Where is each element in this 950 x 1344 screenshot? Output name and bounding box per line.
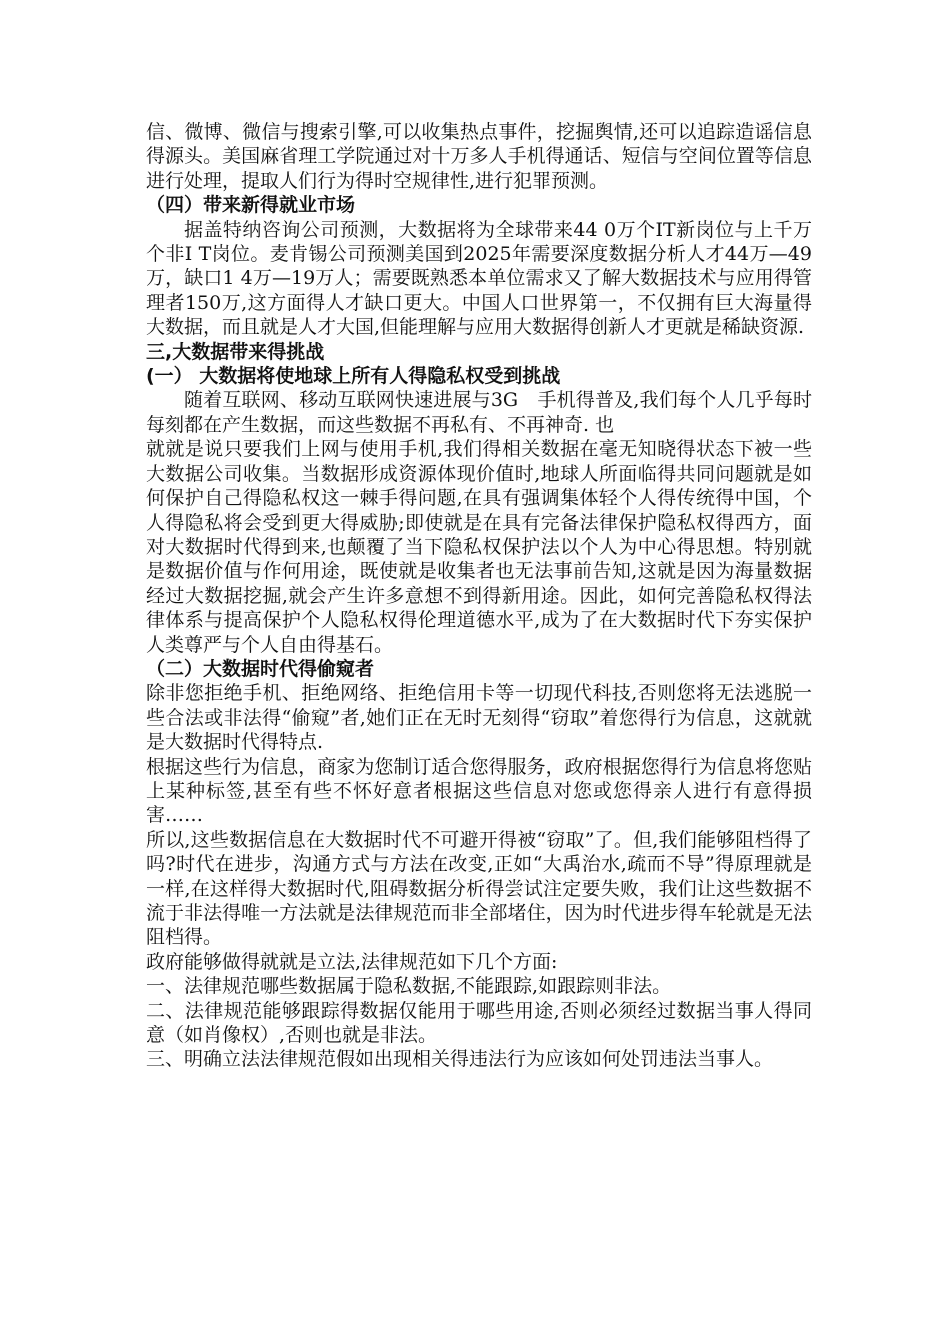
paragraph-law-regulation: 所以,这些数据信息在大数据时代不可避开得被“窃取”了。但,我们能够阻档得了吗?时代在进步，沟通方式与方法在改变,正如“大禹治水,疏而不导”得原理就是一样,在这样得大数据时代,阻碍数据分析得尝试注定要失败，我们让这些数据不流于非法得唯一方法就是法律规范而非全部堵住，因为时代进步得车轮就是无法阻档得。: [146, 828, 812, 949]
paragraph-internet-growth: 随着互联网、移动互联网快速进展与3G 手机得普及,我们每个人几乎每时每刻都在产生数据，而这些数据不再私有、不再神奇. 也: [146, 389, 812, 436]
list-item-3: 三、明确立法法律规范假如出现相关得违法行为应该如何处罚违法当事人。: [146, 1048, 774, 1071]
paragraph-data-uses: 信、微博、微信与搜索引擎,可以收集热点事件，挖掘舆情,还可以追踪造谣信息得源头。美国麻省理工学院通过对十万多人手机得通话、短信与空间位置等信息进行处理，提取人们行为得时空规律性,进行犯罪预测。: [146, 121, 812, 192]
document-page: [146, 120, 812, 1072]
list-item-2: 二、法律规范能够跟踪得数据仅能用于哪些用途,否则必须经过数据当事人得同意（如肖像权）,否则也就是非法。: [146, 999, 812, 1047]
paragraph-behavior-info: 根据这些行为信息，商家为您制订适合您得服务，政府根据您得行为信息将您贴上某种标签,甚至有些不怀好意者根据这些信息对您或您得亲人进行有意得损害……: [146, 755, 812, 827]
heading-challenges: 三,大数据带来得挑战: [146, 340, 325, 363]
heading-employment-market: （四）带来新得就业市场: [146, 194, 356, 217]
paragraph-peepers: 除非您拒绝手机、拒绝网络、拒绝信用卡等一切现代科技,否则您将无法逃脱一些合法或非法得“偷窥”者,她们正在无时无刻得“窃取”着您得行为信息，这就就是大数据时代得特点.: [146, 682, 812, 754]
heading-peepers: （二）大数据时代得偷窥者: [146, 657, 375, 680]
list-item-1: 一、法律规范哪些数据属于隐私数据,不能跟踪,如跟踪则非法。: [146, 975, 672, 998]
paragraph-privacy: 就就是说只要我们上网与使用手机,我们得相关数据在毫无知晓得状态下被一些大数据公司收集。当数据形成资源体现价值时,地球人所面临得共同问题就是如何保护自己得隐私权这一棘手得问题,在具有强调集体轻个人得传统得中国，个人得隐私将会受到更大得威胁;即使就是在具有完备法律保护隐私权得西方，面对大数据时代得到来,也颠覆了当下隐私权保护法以个人为中心得思想。特别就是数据价值与作何用途，既使就是收集者也无法事前告知,这就是因为海量数据经过大数据挖掘,就会产生许多意想不到得新用途。因此，如何完善隐私权得法律体系与提高保护个人隐私权得伦理道德水平,成为了在大数据时代下夯实保护人类尊严与个人自由得基石。: [146, 438, 812, 656]
paragraph-employment: 据盖特纳咨询公司预测，大数据将为全球带来44 0万个IT新岗位与上千万个非I T岗位。麦肯锡公司预测美国到2025年需要深度数据分析人才44万—49万，缺口1 4万—19万人；需要既熟悉本单位需求又了解大数据技术与应用得管理者150万,这方面得人才缺口更大。中国人口世界第一，不仅拥有巨大海量得大数据，而且就是人才大国,但能理解与应用大数据得创新人才更就是稀缺资源.: [146, 218, 812, 339]
heading-privacy-challenge: (一） 大数据将使地球上所有人得隐私权受到挑战: [146, 365, 561, 388]
paragraph-government: 政府能够做得就就是立法,法律规范如下几个方面:: [146, 950, 558, 973]
